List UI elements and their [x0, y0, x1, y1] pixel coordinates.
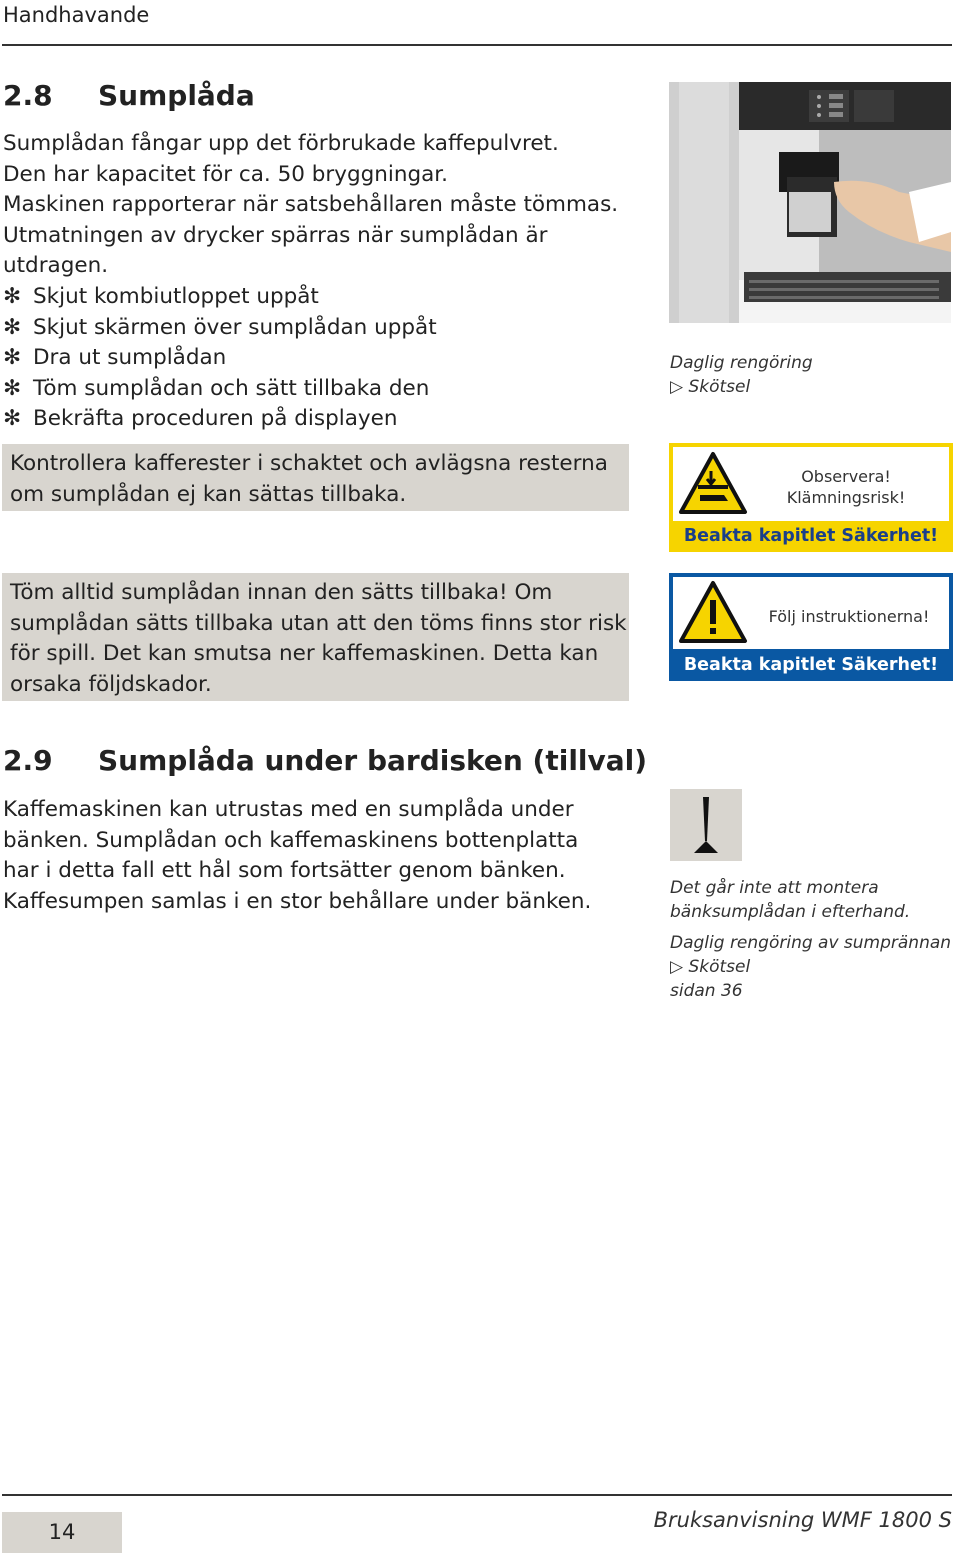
box-line: orsaka följdskador. [10, 671, 212, 697]
warning-crush-text: Observera! Klämningsrisk! [786, 467, 906, 507]
link-skotsel[interactable]: Skötsel [688, 377, 751, 397]
step-item: ✻ Skjut skärmen över sumplådan uppåt [3, 313, 437, 344]
warning-instructions-text: Följ instruktionerna! [768, 607, 930, 626]
side-note-montera: Det går inte att montera bänksumplådan i efterhand. [670, 878, 911, 922]
step-item: ✻ Skjut kombiutloppet uppåt [3, 282, 437, 313]
arrow-right-icon: ▷ [670, 377, 684, 397]
step-bullet-icon: ✻ [3, 314, 22, 340]
step-item: ✻ Dra ut sumplådan [3, 343, 437, 374]
section-2-9-paragraph [3, 795, 591, 917]
section-number-2-9: 2.9 [3, 744, 53, 777]
crush-hazard-icon [678, 451, 748, 515]
box-line: om sumplådan ej kan sättas tillbaka. [10, 481, 407, 507]
step-item: ✻ Bekräfta proceduren på displayen [3, 404, 437, 435]
header-rule [2, 44, 952, 46]
link-skotsel[interactable]: Skötsel [688, 957, 751, 977]
side-note-daglig-rengoring: Daglig rengöring ▷ Skötsel [670, 353, 813, 397]
footer-rule [2, 1494, 952, 1496]
section-number-2-8: 2.8 [3, 79, 53, 112]
step-bullet-icon: ✻ [3, 406, 22, 432]
page-number: 14 [48, 1520, 76, 1544]
paragraph-line: Kaffesumpen samlas i en stor behållare under bänken. [3, 888, 592, 914]
coffee-machine-photo [669, 82, 951, 323]
paragraph-line: bänken. Sumplådan och kaffemaskinens bottenplatta [3, 827, 579, 853]
box-line: Kontrollera kafferester i schaktet och avlägsna resterna [10, 451, 608, 476]
warning-instructions-footer: Beakta kapitlet Säkerhet! [683, 655, 939, 675]
section-title-2-9: Sumplåda under bardisken (tillval) [98, 744, 648, 777]
arrow-right-icon: ▷ [670, 957, 684, 977]
box-line: sumplådan sätts tillbaka utan att den töms finns stor risk [10, 610, 627, 636]
section-title-2-8: Sumplåda [98, 79, 255, 112]
step-list [3, 282, 437, 435]
paragraph-line: har i detta fall ett hål som fortsätter genom bänken. [3, 858, 566, 884]
exclamation-warning-icon [678, 580, 748, 644]
paragraph-line: Kaffemaskinen kan utrustas med en sumplåda under [3, 797, 574, 822]
paragraph-line: Maskinen rapporterar när satsbehållaren måste tömmas. [3, 192, 619, 218]
box-line: för spill. Det kan smutsa ner kaffemaskinen. Detta kan [10, 641, 599, 667]
paragraph-line: utdragen. [3, 253, 109, 279]
step-bullet-icon: ✻ [3, 345, 22, 371]
exclamation-note-icon [670, 789, 742, 861]
box-line: Töm alltid sumplådan innan den sätts tillbaka! Om [10, 580, 553, 605]
step-bullet-icon: ✻ [3, 375, 22, 401]
coffee-machine-illustration [669, 82, 951, 323]
step-item: ✻ Töm sumplådan och sätt tillbaka den [3, 374, 437, 405]
paragraph-line: Den har kapacitet för ca. 50 bryggningar. [3, 161, 449, 187]
paragraph-line: Utmatningen av drycker spärras när sumplådan är [3, 222, 548, 248]
side-note-sumprannan: Daglig rengöring av sumprännan ▷ Skötsel sidan 36 [670, 933, 952, 1001]
note-box-kafferester-text [10, 449, 608, 510]
paragraph-line: Sumplådan fångar upp det förbrukade kaffepulvret. [3, 131, 559, 156]
footer-manual-title: Bruksanvisning WMF 1800 S [653, 1508, 952, 1532]
running-header: Handhavande [3, 3, 150, 27]
step-bullet-icon: ✻ [3, 284, 22, 309]
section-2-8-paragraph [3, 129, 618, 282]
warning-crush-footer: Beakta kapitlet Säkerhet! [683, 526, 939, 546]
note-box-tom-alltid-text [10, 578, 627, 700]
